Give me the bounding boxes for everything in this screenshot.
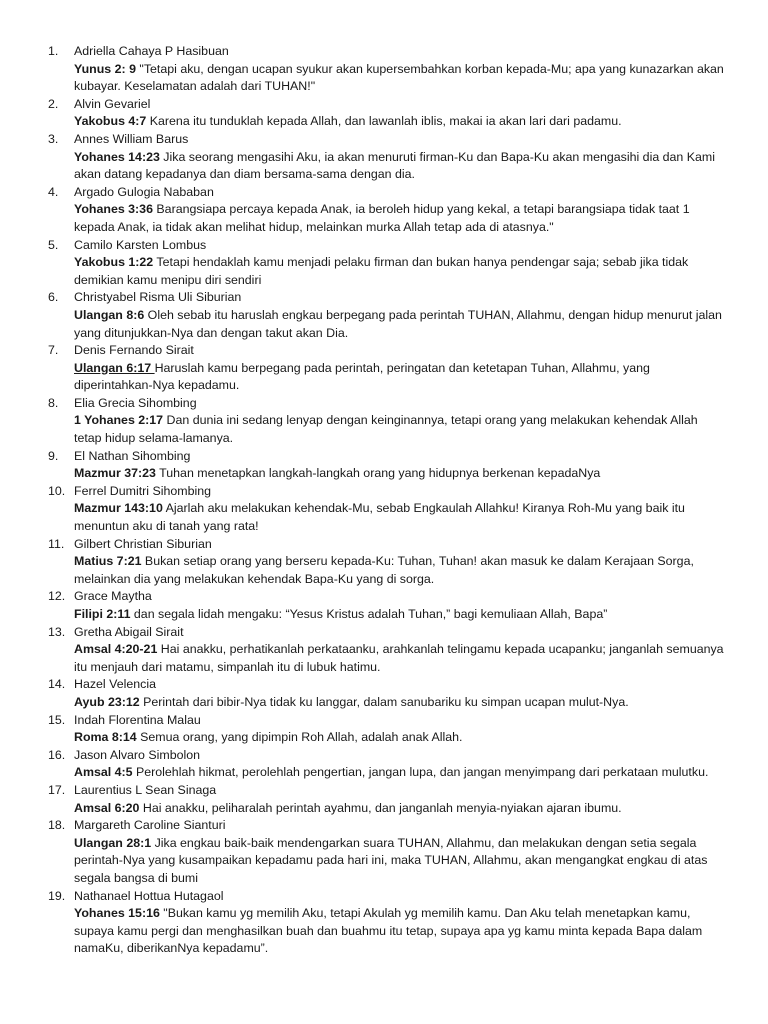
verse-body: Karena itu tunduklah kepada Allah, dan lawanlah iblis, makai ia akan lari dari padamu. bbox=[146, 114, 622, 129]
student-name: Denis Fernando Sirait bbox=[74, 343, 194, 358]
verse-text bbox=[74, 553, 728, 588]
list-item bbox=[0, 676, 768, 711]
student-name: Elia Grecia Sihombing bbox=[74, 395, 197, 410]
verse-text bbox=[74, 360, 728, 395]
verse-list bbox=[0, 43, 768, 958]
item-number: 14. bbox=[48, 677, 66, 692]
item-number: 5. bbox=[48, 237, 59, 252]
list-item bbox=[0, 588, 768, 623]
list-item bbox=[0, 395, 768, 448]
verse-body: Tetapi hendaklah kamu menjadi pelaku firman dan bukan hanya pendengar saja; sebab jika tidak demikian kamu menipu diri sendiri bbox=[74, 255, 689, 287]
verse-reference: Yunus 2: 9 bbox=[74, 61, 136, 76]
verse-text bbox=[74, 113, 728, 131]
verse-reference: Yohanes 14:23 bbox=[74, 149, 160, 164]
verse-text bbox=[74, 465, 728, 483]
verse-text bbox=[74, 412, 728, 447]
student-name: Indah Florentina Malau bbox=[74, 712, 201, 727]
verse-text bbox=[74, 307, 728, 342]
verse-reference: Ulangan 28:1 bbox=[74, 835, 152, 850]
student-name: Alvin Gevariel bbox=[74, 96, 151, 111]
verse-text bbox=[74, 201, 728, 236]
verse-reference: Amsal 4:20-21 bbox=[74, 642, 158, 657]
verse-body: Barangsiapa percaya kepada Anak, ia beroleh hidup yang kekal, a tetapi barangsiapa tidak taat 1 kepada Anak, ia tidak akan melihat hidup, melainkan murka Allah tetap ada di atasnya." bbox=[74, 202, 690, 234]
student-name: Annes William Barus bbox=[74, 131, 189, 146]
list-item bbox=[0, 624, 768, 677]
verse-reference: Roma 8:14 bbox=[74, 730, 137, 745]
list-item bbox=[0, 817, 768, 887]
verse-text bbox=[74, 61, 728, 96]
verse-body: Jika engkau baik-baik mendengarkan suara TUHAN, Allahmu, dan melakukan dengan setia segala perintah-Nya yang kusampaikan kepadamu pada hari ini, maka TUHAN, Allahmu, akan mengangkat engkau di atas segala bangsa di bumi bbox=[74, 835, 708, 885]
verse-reference: Amsal 6:20 bbox=[74, 800, 140, 815]
verse-body: Perolehlah hikmat, perolehlah pengertian, jangan lupa, dan jangan menyimpang dari perkataan mulutku. bbox=[132, 765, 709, 780]
list-item bbox=[0, 747, 768, 782]
list-item bbox=[0, 237, 768, 290]
item-number: 13. bbox=[48, 624, 66, 639]
item-number: 6. bbox=[48, 290, 59, 305]
list-item bbox=[0, 483, 768, 536]
list-item bbox=[0, 96, 768, 131]
list-item bbox=[0, 43, 768, 96]
verse-reference: Yakobus 1:22 bbox=[74, 255, 154, 270]
list-item bbox=[0, 888, 768, 958]
verse-reference: Matius 7:21 bbox=[74, 554, 142, 569]
verse-body: "Tetapi aku, dengan ucapan syukur akan kupersembahkan korban kepada-Mu; apa yang kunazarkan akan kubayar. Keselamatan adalah dari TUHAN!" bbox=[74, 61, 724, 94]
verse-reference: Mazmur 37:23 bbox=[74, 466, 156, 481]
list-item bbox=[0, 536, 768, 589]
item-number: 12. bbox=[48, 589, 66, 604]
list-item bbox=[0, 448, 768, 483]
verse-text bbox=[74, 694, 728, 712]
verse-body: Tuhan menetapkan langkah-langkah orang yang hidupnya berkenan kepadaNya bbox=[155, 466, 601, 481]
item-number: 10. bbox=[48, 483, 66, 498]
item-number: 7. bbox=[48, 343, 59, 358]
verse-reference: 1 Yohanes 2:17 bbox=[74, 413, 164, 428]
item-number: 1. bbox=[48, 44, 59, 58]
student-name: Nathanael Hottua Hutagaol bbox=[74, 888, 224, 903]
verse-reference: Ulangan 8:6 bbox=[74, 307, 145, 322]
student-name: Jason Alvaro Simbolon bbox=[74, 747, 201, 762]
verse-text bbox=[74, 500, 728, 535]
list-item bbox=[0, 289, 768, 342]
item-number: 17. bbox=[48, 782, 66, 797]
verse-text bbox=[74, 729, 728, 747]
item-number: 4. bbox=[48, 184, 59, 199]
list-item bbox=[0, 184, 768, 237]
verse-reference: Filipi 2:11 bbox=[74, 607, 131, 621]
verse-reference: Ayub 23:12 bbox=[74, 694, 140, 709]
verse-body: dan segala lidah mengaku: “Yesus Kristus adalah Tuhan,” bagi kemuliaan Allah, Bapa” bbox=[130, 607, 608, 621]
student-name: Gilbert Christian Siburian bbox=[74, 536, 212, 551]
verse-body: Dan dunia ini sedang lenyap dengan keinginannya, tetapi orang yang melakukan kehendak Allah tetap hidup selama-lamanya. bbox=[74, 413, 698, 446]
verse-reference: Amsal 4:5 bbox=[74, 765, 133, 780]
student-name: Grace Maytha bbox=[74, 589, 152, 604]
student-name: El Nathan Sihombing bbox=[74, 448, 191, 463]
list-item bbox=[0, 712, 768, 747]
student-name: Argado Gulogia Nababan bbox=[74, 184, 214, 199]
list-item bbox=[0, 342, 768, 395]
item-number: 19. bbox=[48, 888, 66, 903]
list-item bbox=[0, 782, 768, 817]
verse-text bbox=[74, 764, 728, 782]
item-number: 2. bbox=[48, 96, 59, 111]
verse-body: Hai anakku, peliharalah perintah ayahmu, dan janganlah menyia-nyiakan ajaran ibumu. bbox=[139, 800, 622, 815]
item-number: 9. bbox=[48, 448, 59, 463]
verse-reference: Yohanes 3:36 bbox=[74, 202, 153, 217]
verse-reference: Mazmur 143:10 bbox=[74, 501, 163, 516]
verse-text bbox=[74, 149, 728, 184]
student-name: Margareth Caroline Sianturi bbox=[74, 818, 226, 833]
student-name: Ferrel Dumitri Sihombing bbox=[74, 483, 212, 498]
verse-body: Oleh sebab itu haruslah engkau berpegang pada perintah TUHAN, Allahmu, dengan hidup menurut jalan yang ditunjukkan-Nya dan dengan takut akan Dia. bbox=[74, 307, 722, 340]
verse-body: Hai anakku, perhatikanlah perkataanku, arahkanlah telingamu kepada ucapanku; janganlah semuanya itu menjauh dari matamu, simpanlah itu di lubuk hatimu. bbox=[74, 642, 724, 674]
verse-text bbox=[74, 606, 728, 624]
verse-text bbox=[74, 800, 728, 818]
item-number: 8. bbox=[48, 395, 59, 410]
verse-body: Perintah dari bibir-Nya tidak ku langgar, dalam sanubariku ku simpan ucapan mulut-Nya. bbox=[139, 694, 629, 709]
verse-body: Ajarlah aku melakukan kehendak-Mu, sebab Engkaulah Allahku! Kiranya Roh-Mu yang baik itu menuntun aku di tanah yang rata! bbox=[74, 501, 685, 534]
student-name: Camilo Karsten Lombus bbox=[74, 237, 207, 252]
student-name: Adriella Cahaya P Hasibuan bbox=[74, 44, 229, 58]
verse-body: "Bukan kamu yg memilih Aku, tetapi Akulah yg memilih kamu. Dan Aku telah menetapkan kamu, supaya kamu pergi dan menghasilkan buah dan buahmu itu tetap, supaya apa yg kamu minta kepada Bapa dalam namaKu, diberikanNya kepadamu”. bbox=[74, 906, 703, 956]
verse-text bbox=[74, 835, 728, 888]
student-name: Laurentius L Sean Sinaga bbox=[74, 782, 217, 797]
item-number: 18. bbox=[48, 818, 66, 833]
student-name: Gretha Abigail Sirait bbox=[74, 624, 184, 639]
verse-body: Jika seorang mengasihi Aku, ia akan menuruti firman-Ku dan Bapa-Ku akan mengasihi dia dan Kami akan datang kepadanya dan diam bersama-sama dengan dia. bbox=[74, 149, 715, 182]
verse-reference: Ulangan 6:17 bbox=[74, 360, 155, 375]
verse-body: Semua orang, yang dipimpin Roh Allah, adalah anak Allah. bbox=[136, 730, 463, 745]
item-number: 11. bbox=[48, 536, 65, 551]
verse-body: Bukan setiap orang yang berseru kepada-Ku: Tuhan, Tuhan! akan masuk ke dalam Kerajaan Sorga, melainkan dia yang melakukan kehendak Bapa-Ku yang di sorga. bbox=[74, 554, 694, 586]
verse-text bbox=[74, 641, 728, 676]
verse-reference: Yohanes 15:16 bbox=[74, 906, 160, 921]
verse-reference: Yakobus 4:7 bbox=[74, 114, 147, 129]
list-item bbox=[0, 131, 768, 184]
verse-text bbox=[74, 905, 728, 958]
student-name: Christyabel Risma Uli Siburian bbox=[74, 290, 242, 305]
verse-text bbox=[74, 254, 728, 289]
student-name: Hazel Velencia bbox=[74, 677, 156, 692]
item-number: 3. bbox=[48, 131, 59, 146]
item-number: 15. bbox=[48, 712, 66, 727]
item-number: 16. bbox=[48, 747, 66, 762]
verse-body: Haruslah kamu berpegang pada perintah, peringatan dan ketetapan Tuhan, Allahmu, yang diperintahkan-Nya kepadamu. bbox=[74, 360, 650, 393]
